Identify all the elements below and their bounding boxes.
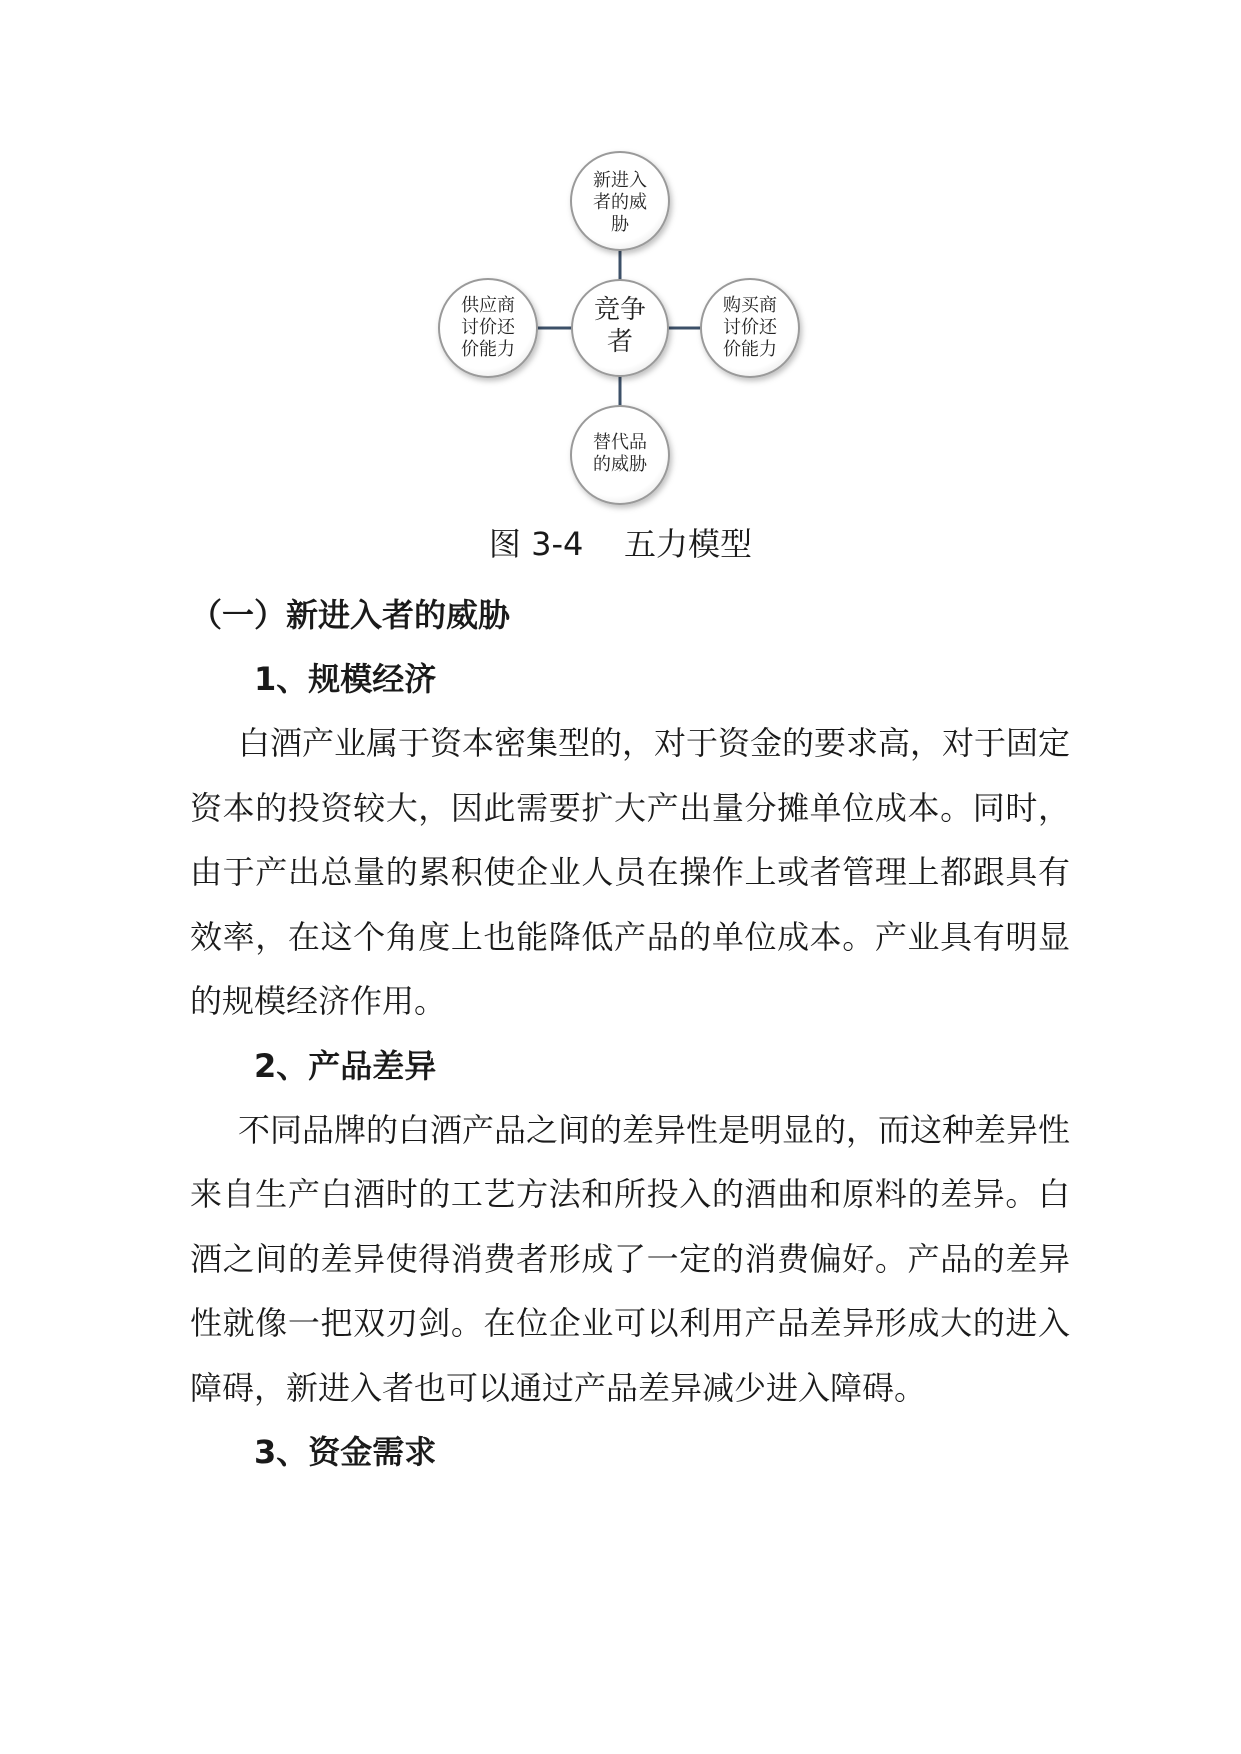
node-buyer-power-line-1: 购买商 bbox=[723, 295, 777, 316]
node-substitutes bbox=[571, 406, 669, 504]
section-heading: （一）新进入者的威胁 bbox=[190, 596, 511, 634]
node-buyer-power bbox=[701, 279, 799, 377]
node-new-entrants-line-2: 者的威 bbox=[593, 192, 647, 213]
document-body bbox=[190, 583, 1070, 1484]
node-buyer-power-line-2: 讨价还 bbox=[723, 317, 777, 338]
node-buyer-power-line-3: 价能力 bbox=[723, 339, 777, 360]
node-competitors bbox=[572, 280, 668, 376]
node-new-entrants bbox=[571, 152, 669, 250]
node-supplier-power-line-3: 价能力 bbox=[461, 339, 515, 360]
subsection-heading-product-differentiation: 2、产品差异 bbox=[254, 1046, 437, 1085]
node-competitors-line-2: 者 bbox=[606, 327, 634, 357]
five-forces-diagram bbox=[0, 0, 1241, 520]
node-supplier-power bbox=[439, 279, 537, 377]
node-substitutes-line-1: 替代品 bbox=[593, 432, 647, 453]
node-new-entrants-line-3: 胁 bbox=[611, 214, 629, 235]
paragraph-product-differentiation: 不同品牌的白酒产品之间的差异性是明显的，而这种差异性来自生产白酒时的工艺方法和所投入的酒曲和原料的差异。白酒之间的差异使得消费者形成了一定的消费偏好。产品的差异性就像一把双刃剑。在位企业可以利用产品差异形成大的进入障碍，新进入者也可以通过产品差异减少进入障碍。 bbox=[190, 1110, 1071, 1407]
node-substitutes-line-2: 的威胁 bbox=[593, 454, 647, 475]
paragraph-economies-of-scale: 白酒产业属于资本密集型的，对于资金的要求高，对于固定资本的投资较大，因此需要扩大产出量分摊单位成本。同时，由于产出总量的累积使企业人员在操作上或者管理上都跟具有效率，在这个角度上也能降低产品的单位成本。产业具有明显的规模经济作用。 bbox=[190, 724, 1071, 1020]
node-supplier-power-line-1: 供应商 bbox=[461, 295, 515, 316]
node-supplier-power-line-2: 讨价还 bbox=[461, 317, 515, 338]
node-new-entrants-line-1: 新进入 bbox=[593, 170, 647, 191]
subsection-heading-capital-requirements: 3、资金需求 bbox=[254, 1433, 437, 1471]
figure-caption: 图 3-4 五力模型 bbox=[488, 525, 753, 563]
subsection-heading-economies-of-scale: 1、规模经济 bbox=[254, 660, 437, 698]
node-competitors-line-1: 竞争 bbox=[593, 295, 647, 325]
